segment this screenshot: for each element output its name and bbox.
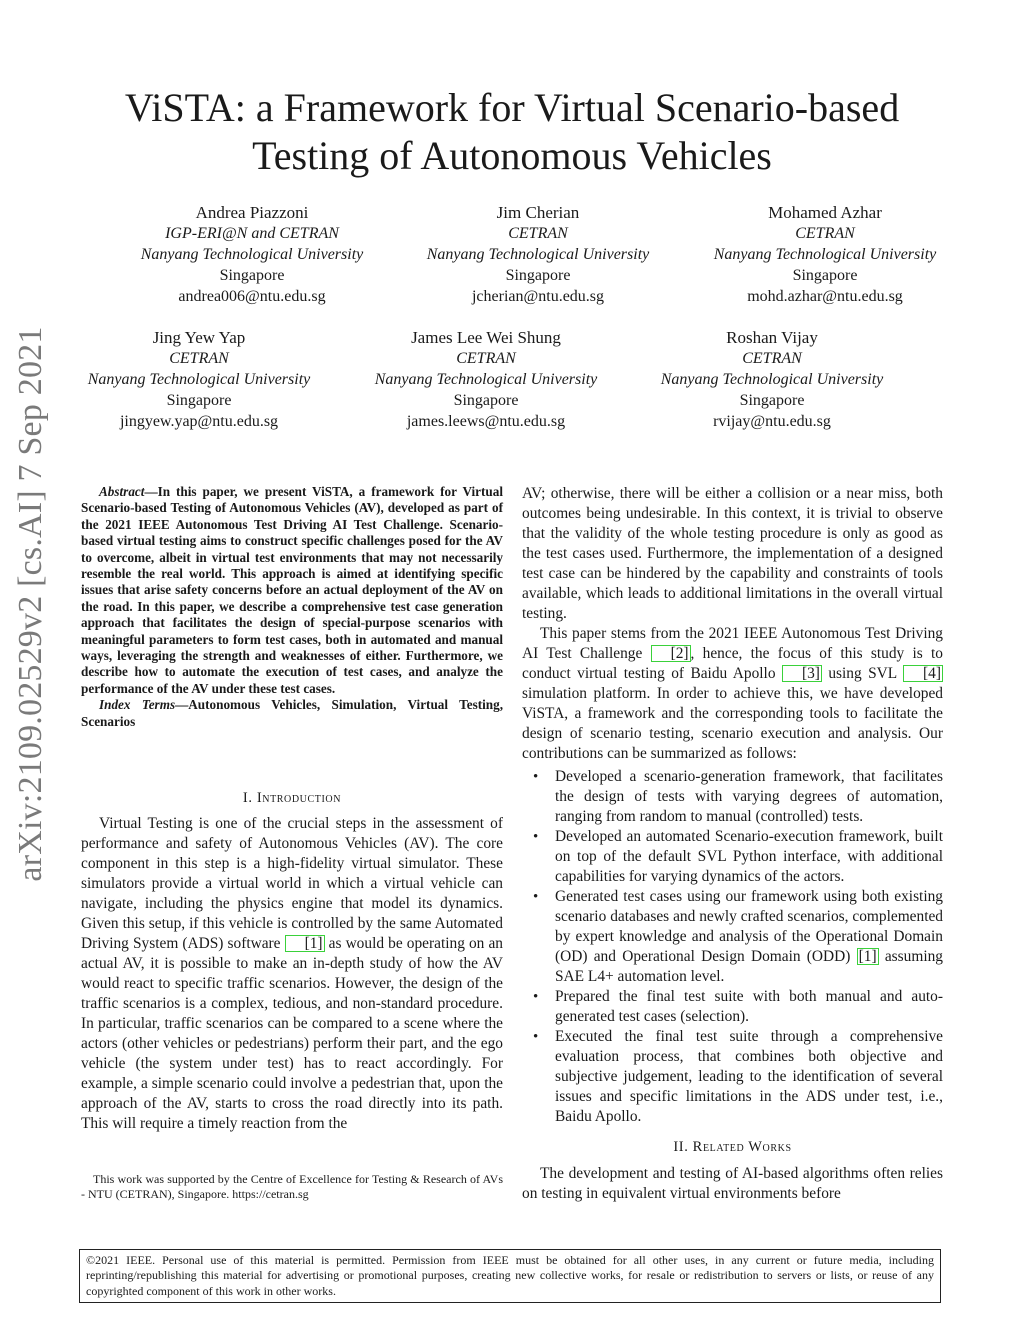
author-institution: Nanyang Technological University xyxy=(660,371,884,388)
arxiv-identifier[interactable]: arXiv:2109.02529v2 [cs.AI] 7 Sep 2021 xyxy=(12,326,49,882)
paragraph-text: , hence, the focus of this study is to conduct virtual testing of Baidu Apollo xyxy=(522,645,943,682)
author-name: Roshan Vijay xyxy=(726,328,818,347)
author-block xyxy=(336,327,636,432)
author-country: Singapore xyxy=(792,267,858,284)
author-block xyxy=(675,202,975,307)
abstract-text: —In this paper, we present ViSTA, a framework for Virtual Scenario-based Testing of Autonomous Vehicles (AV), developed as part of the 2021 IEEE Autonomous Test Driving AI Test Challenge. Scenario-based virtual testing aims to construct specific challenges posed for the AV to overcome, albeit in virtual test environments that may not necessarily resemble the real world. This approach is aimed at identifying specific issues that arise safety concerns before an actual deployment of the AV on the road. In this paper, we describe a comprehensive test case generation approach that facilitates the design of special-purpose scenarios with meaningful parameters to form test cases, both in automated and manual ways, leveraging the strength and weaknesses of either. Furthermore, we describe how to automate the execution of test cases, and analyze the performance of the AV under these test cases. xyxy=(81,484,503,696)
author-block xyxy=(622,327,922,432)
citation-link[interactable]: [1] xyxy=(858,948,877,965)
list-item-text: assuming SAE L4+ automation level. xyxy=(555,948,943,985)
author-affiliation: CETRAN xyxy=(456,350,516,367)
author-institution: Nanyang Technological University xyxy=(140,246,364,263)
author-name: Mohamed Azhar xyxy=(768,203,882,222)
author-name: Andrea Piazzoni xyxy=(195,203,309,222)
title-line-1: ViSTA: a Framework for Virtual Scenario-based xyxy=(124,85,900,130)
intro-text: as would be operating on an actual AV, it is possible to make an in-depth study of how the AV would react to specific traffic scenarios. However, the design of the traffic scenarios is a complex, tedious, and non-standard procedure. In particular, traffic scenarios can be compared to a scene where the actors (other vehicles or pedestrians) perform their part, and the ego vehicle (the system under test) has to react accordingly. For example, a simple scenario could involve a pedestrian that, upon the approach of the AV, starts to cross the road directly into its path. This will require a timely reaction from the xyxy=(81,935,503,1132)
related-works-body xyxy=(522,1164,943,1204)
paper-title xyxy=(60,84,964,180)
title-line-2: Testing of Autonomous Vehicles xyxy=(252,133,772,178)
author-email: jingyew.yap@ntu.edu.sg xyxy=(119,413,279,430)
author-country: Singapore xyxy=(219,267,285,284)
author-affiliation: CETRAN xyxy=(742,350,802,367)
list-item xyxy=(522,887,943,987)
author-country: Singapore xyxy=(505,267,571,284)
author-affiliation: IGP-ERI@N and CETRAN xyxy=(165,225,339,242)
author-email: jcherian@ntu.edu.sg xyxy=(471,288,605,305)
list-item: • Executed the final test suite through a comprehensive evaluation process, that combines both objective and subjective judgement, leading to the identification of several issues and specific limitations in the ADS under test, i.e., Baidu Apollo. xyxy=(522,1027,943,1127)
author-affiliation: CETRAN xyxy=(508,225,568,242)
author-name: James Lee Wei Shung xyxy=(411,328,561,347)
section-title: Related Works xyxy=(692,1139,792,1155)
section-heading-introduction xyxy=(81,790,503,807)
paragraph-text: simulation platform. In order to achieve this, we have developed ViSTA, a framework and the corresponding tools to facilitate the design of scenario testing, scenario execution and analysis. Our contributions can be summarized as follows: xyxy=(522,685,943,762)
citation-link[interactable]: [3] xyxy=(782,665,822,682)
section-number: I. xyxy=(242,790,253,806)
contributions-list xyxy=(522,767,943,1127)
paragraph-text: This paper stems from the 2021 IEEE Autonomous Test Driving AI Test Challenge xyxy=(522,625,943,662)
author-affiliation: CETRAN xyxy=(795,225,855,242)
paragraph-text: The development and testing of AI-based algorithms often relies on testing in equivalent virtual environments before xyxy=(522,1165,943,1202)
author-name: Jim Cherian xyxy=(496,203,580,222)
list-item: • Developed a scenario-generation framework, that facilitates the design of tests with varying degrees of automation, ranging from random to manual (controlled) tests. xyxy=(522,767,943,827)
author-block xyxy=(388,202,688,307)
citation-link[interactable]: [2] xyxy=(651,645,691,662)
footnote xyxy=(81,1172,503,1202)
author-email: rvijay@ntu.edu.sg xyxy=(713,413,831,430)
section-title: Introduction xyxy=(256,790,342,806)
right-column-body xyxy=(522,484,943,1130)
paragraph-text: using SVL xyxy=(821,665,904,682)
author-email: mohd.azhar@ntu.edu.sg xyxy=(747,288,903,305)
citation-link[interactable]: [4] xyxy=(903,665,943,682)
section-number: II. xyxy=(673,1139,689,1155)
author-institution: Nanyang Technological University xyxy=(87,371,311,388)
author-country: Singapore xyxy=(739,392,805,409)
index-terms-text: —Autonomous Vehicles, Simulation, Virtual Testing, Scenarios xyxy=(81,697,503,729)
author-institution: Nanyang Technological University xyxy=(713,246,937,263)
author-institution: Nanyang Technological University xyxy=(426,246,650,263)
list-item: • Developed an automated Scenario-execution framework, built on top of the default SVL Python interface, with additional capabilities for varying dynamics of the actors. xyxy=(522,827,943,887)
author-block xyxy=(49,327,349,432)
intro-text: Virtual Testing is one of the crucial steps in the assessment of performance and safety of Autonomous Vehicles (AV). The core component in this step is a high-fidelity virtual simulator. These simulators provide a virtual world in which a virtual vehicle can navigate, including the physics engine that model its dynamics. Given this setup, if this vehicle is controlled by the same Automated Driving System (ADS) software xyxy=(81,815,503,952)
abstract-label: Abstract xyxy=(99,484,145,499)
paragraph-continuation: AV; otherwise, there will be either a collision or a near miss, both outcomes being undesirable. In this context, it is trivial to observe that the validity of the whole testing procedure is only as good as the test cases used. Furthermore, the implementation of a designed test case can be hindered by the capability and constraints of tools available, which leads to additional limitations in the overall virtual testing. xyxy=(522,485,943,622)
author-name: Jing Yew Yap xyxy=(152,328,246,347)
citation-link[interactable]: [1] xyxy=(285,935,325,952)
author-country: Singapore xyxy=(453,392,519,409)
author-email: james.leews@ntu.edu.sg xyxy=(406,413,566,430)
copyright-notice: ©2021 IEEE. Personal use of this material is permitted. Permission from IEEE must be obtained for all other uses, in any current or future media, including reprinting/republishing this material for advertising or promotional purposes, creating new collective works, for resale or redistribution to servers or lists, or reuse of any copyrighted component of this work in other works. xyxy=(79,1249,941,1303)
author-country: Singapore xyxy=(166,392,232,409)
abstract xyxy=(81,484,503,730)
author-email: andrea006@ntu.edu.sg xyxy=(178,288,326,305)
author-block xyxy=(102,202,402,307)
author-institution: Nanyang Technological University xyxy=(374,371,598,388)
list-item-text: Generated test cases using our framework using both existing scenario databases and newly crafted scenarios, complemented by expert knowledge and analysis of the Operational Domain (OD) and Operational Design Domain (ODD) xyxy=(555,888,943,965)
section-heading-related-works xyxy=(522,1139,943,1156)
author-affiliation: CETRAN xyxy=(169,350,229,367)
introduction-body xyxy=(81,814,503,1134)
footnote-text: This work was supported by the Centre of Excellence for Testing & Research of AVs - NTU (CETRAN), Singapore. https://cetran.sg xyxy=(81,1172,503,1201)
list-item: • Prepared the final test suite with both manual and auto-generated test cases (selection). xyxy=(522,987,943,1027)
index-terms-label: Index Terms xyxy=(99,697,176,713)
